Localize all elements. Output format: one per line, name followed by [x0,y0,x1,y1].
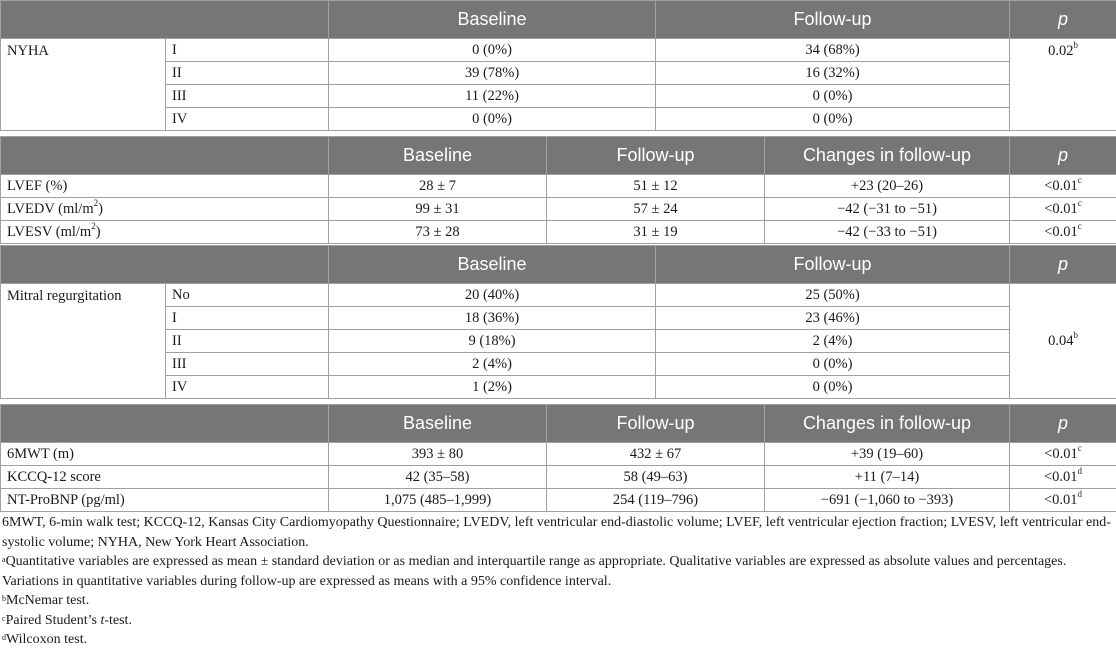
functional-followup: 432 ± 67 [547,443,765,466]
functional-label: NT-ProBNP (pg/ml) [1,489,329,512]
table-row [1,62,1116,85]
functional-p-value: <0.01$^d$ [1010,466,1116,489]
table-row [1,221,1116,244]
echo-header-baseline: Baseline [329,137,547,175]
functional-header-followup: Follow-up [547,405,765,443]
nyha-baseline: 0 (0%) [329,108,656,131]
nyha-followup: 16 (32%) [656,62,1010,85]
mitral-header-p: p [1010,246,1116,284]
echo-p-value: <0.01$^c$ [1010,198,1116,221]
echo-label: LVESV $(ml/m^2)$ [1,221,329,244]
functional-p-value: <0.01$^c$ [1010,443,1116,466]
mitral-class: I [166,307,329,330]
table-row [1,353,1116,376]
functional-header-blank [1,405,329,443]
functional-p-value: <0.01$^d$ [1010,489,1116,512]
table-row [1,108,1116,131]
echo-header-changes: Changes in follow-up [765,137,1010,175]
mitral-followup: 23 (46%) [656,307,1010,330]
echo-header-p: p [1010,137,1116,175]
echo-baseline: 99 ± 31 [329,198,547,221]
footnote-d: $^d$Wilcoxon test. [2,632,88,647]
mitral-baseline: 2 (4%) [329,353,656,376]
mitral-baseline: 9 (18%) [329,330,656,353]
mitral-header-baseline: Baseline [329,246,656,284]
echo-header-followup: Follow-up [547,137,765,175]
table-row [1,85,1116,108]
functional-baseline: 1,075 (485–1,999) [329,489,547,512]
nyha-header-blank [1,1,329,39]
footnote-b: $^b$McNemar test. [2,593,90,608]
table-row [1,330,1116,353]
table-row [1,39,1116,62]
functional-table [0,404,1116,512]
table-row [1,175,1116,198]
mitral-header-blank [1,246,329,284]
echo-followup: 51 ± 12 [547,175,765,198]
mitral-baseline: 1 (2%) [329,376,656,399]
functional-changes: +39 (19–60) [765,443,1010,466]
table-row [1,198,1116,221]
echo-followup: 31 ± 19 [547,221,765,244]
mitral-baseline: 20 (40%) [329,284,656,307]
mitral-followup: 0 (0%) [656,376,1010,399]
echo-p-value: <0.01$^c$ [1010,175,1116,198]
mitral-class: II [166,330,329,353]
nyha-p-value: 0.02$^b$ [1010,39,1116,131]
nyha-class: I [166,39,329,62]
functional-baseline: 393 ± 80 [329,443,547,466]
mitral-followup: 2 (4%) [656,330,1010,353]
footnote-abbreviations: 6MWT, 6-min walk test; KCCQ-12, Kansas City Cardiomyopathy Questionnaire; LVEDV, left ventricular end-diastolic volume; LVEF, left ventricular ejection fraction; LVESV, left ventricular end-systolic volume; NYHA, New York Heart Association. [2,515,1111,550]
nyha-baseline: 0 (0%) [329,39,656,62]
echo-table [0,136,1116,244]
echo-changes: −42 (−31 to −51) [765,198,1010,221]
mitral-class: No [166,284,329,307]
table-row [1,376,1116,399]
functional-changes: +11 (7–14) [765,466,1010,489]
mitral-label: Mitral regurgitation [1,284,166,399]
mitral-followup: 0 (0%) [656,353,1010,376]
mitral-table [0,245,1116,399]
nyha-baseline: 39 (78%) [329,62,656,85]
echo-followup: 57 ± 24 [547,198,765,221]
mitral-baseline: 18 (36%) [329,307,656,330]
table-row [1,489,1116,512]
nyha-class: II [166,62,329,85]
echo-label: LVEF (%) [1,175,329,198]
functional-label: KCCQ-12 score [1,466,329,489]
nyha-table [0,0,1116,131]
table-footnotes [2,513,1114,650]
echo-label: LVEDV $(ml/m^2)$ [1,198,329,221]
functional-header-p: p [1010,405,1116,443]
echo-baseline: 28 ± 7 [329,175,547,198]
mitral-followup: 25 (50%) [656,284,1010,307]
functional-followup: 58 (49–63) [547,466,765,489]
echo-changes: +23 (20–26) [765,175,1010,198]
functional-header-changes: Changes in follow-up [765,405,1010,443]
nyha-followup: 0 (0%) [656,108,1010,131]
table-row [1,307,1116,330]
nyha-header-followup: Follow-up [656,1,1010,39]
echo-header-blank [1,137,329,175]
functional-changes: −691 (−1,060 to −393) [765,489,1010,512]
functional-followup: 254 (119–796) [547,489,765,512]
nyha-header-baseline: Baseline [329,1,656,39]
nyha-class: IV [166,108,329,131]
echo-p-value: <0.01$^c$ [1010,221,1116,244]
nyha-baseline: 11 (22%) [329,85,656,108]
footnote-a: $^a$Quantitative variables are expressed as mean ± standard deviation or as median and interquartile range as appropriate. Qualitative variables are expressed as absolute values and percentages. Variations in quantitative variables during follow-up are expressed as means with a 95% confidence interval. [2,554,1067,589]
nyha-class: III [166,85,329,108]
nyha-header-p: p [1010,1,1116,39]
nyha-followup: 0 (0%) [656,85,1010,108]
functional-baseline: 42 (35–58) [329,466,547,489]
nyha-followup: 34 (68%) [656,39,1010,62]
nyha-label: NYHA [1,39,166,131]
mitral-p-value: 0.04$^b$ [1010,284,1116,399]
table-row [1,466,1116,489]
footnote-c: $^c$Paired Student’s t-test. [2,612,132,628]
echo-changes: −42 (−33 to −51) [765,221,1010,244]
functional-label: 6MWT (m) [1,443,329,466]
functional-header-baseline: Baseline [329,405,547,443]
mitral-class: IV [166,376,329,399]
mitral-header-followup: Follow-up [656,246,1010,284]
table-row [1,284,1116,307]
table-row [1,443,1116,466]
echo-baseline: 73 ± 28 [329,221,547,244]
mitral-class: III [166,353,329,376]
